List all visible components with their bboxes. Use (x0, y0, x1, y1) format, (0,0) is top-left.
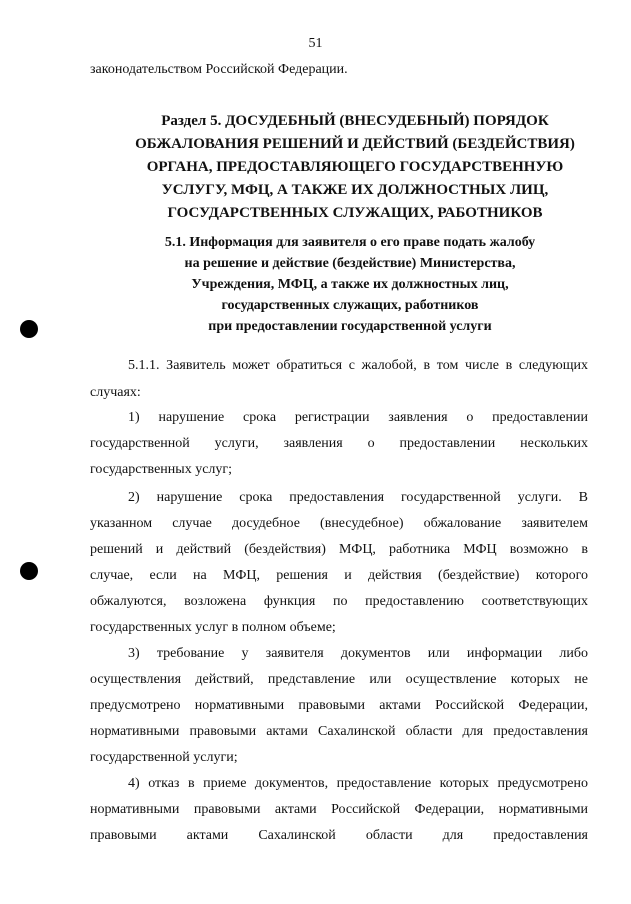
subsection-title-line: Учреждения, МФЦ, а также их должностных лиц, (191, 277, 509, 292)
body-line: 3) требование у заявителя документов или информации либо (128, 646, 588, 661)
subsection-title (140, 232, 560, 337)
body-line: 1) нарушение срока регистрации заявления о предоставлении (128, 410, 588, 425)
body-line: государственных услуг; (90, 462, 233, 477)
section-title-line: ГОСУДАРСТВЕННЫХ СЛУЖАЩИХ, РАБОТНИКОВ (167, 205, 543, 221)
body-line: государственной услуги, заявления о предоставлении нескольких (90, 436, 588, 451)
body-line: государственных услуг в полном объеме; (90, 620, 336, 635)
section-title-line: ОБЖАЛОВАНИЯ РЕШЕНИЙ И ДЕЙСТВИЙ (БЕЗДЕЙСТВИЯ) (135, 136, 575, 152)
subsection-title-line: на решение и действие (бездействие) Министерства, (184, 256, 516, 271)
section-title-line: УСЛУГУ, МФЦ, А ТАКЖЕ ИХ ДОЛЖНОСТНЫХ ЛИЦ, (161, 182, 549, 198)
body-line: 5.1.1. Заявитель может обратиться с жалобой, в том числе в следующих (128, 358, 588, 373)
top-line: законодательством Российской Федерации. (90, 62, 348, 77)
subsection-title-line: государственных служащих, работников (221, 298, 479, 313)
section-title-line: ОРГАНА, ПРЕДОСТАВЛЯЮЩЕГО ГОСУДАРСТВЕННУЮ (146, 159, 564, 175)
body-line: случае, если на МФЦ, решения и действия (бездействие) которого (90, 568, 588, 583)
body-line: предусмотрено нормативными правовыми актами Российской Федерации, (90, 698, 588, 713)
body-line: указанном случае досудебное (внесудебное) обжалование заявителем (90, 516, 588, 531)
body-line: осуществления действий, представление или осуществление которых не (90, 672, 588, 687)
body-line: государственной услуги; (90, 750, 238, 765)
body-line: решений и действий (бездействия) МФЦ, работника МФЦ возможно в (90, 542, 588, 557)
body-line: случаях: (90, 385, 141, 400)
section-title-line: Раздел 5. ДОСУДЕБНЫЙ (ВНЕСУДЕБНЫЙ) ПОРЯДОК (161, 113, 549, 129)
body-line: правовыми актами Сахалинской области для предоставления (90, 828, 588, 843)
body-line: 4) отказ в приеме документов, предоставление которых предусмотрено (128, 776, 588, 791)
binder-hole-icon (20, 562, 38, 580)
subsection-title-line: при предоставлении государственной услуги (208, 319, 492, 334)
binder-hole-icon (20, 320, 38, 338)
page-number: 51 (308, 36, 323, 51)
body-line: нормативными правовыми актами Российской Федерации, нормативными (90, 802, 588, 817)
subsection-title-line: 5.1. Информация для заявителя о его праве подать жалобу (164, 235, 536, 250)
section-title (120, 110, 590, 225)
body-line: обжалуются, возложена функция по предоставлению соответствующих (90, 594, 588, 609)
body-line: 2) нарушение срока предоставления государственной услуги. В (128, 490, 588, 505)
body-line: нормативными правовыми актами Сахалинской области для предоставления (90, 724, 588, 739)
